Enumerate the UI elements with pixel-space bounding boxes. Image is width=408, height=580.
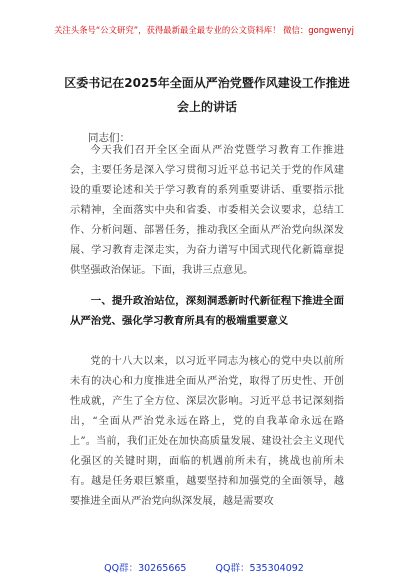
salutation: 同志们： <box>88 132 130 144</box>
footer-qq-group-1: QQ群：30265665 <box>104 563 187 574</box>
paragraph-section1: 党的十八大以来，以习近平同志为核心的党中央以前所未有的决心和力度推进全面从严治党，取得了历史性、开创性成就，产生了全方位、深层次影响。习近平总书记深刻指出，“全面从严治党永远在路上，党的自我革命永远在路上”。当前，我们正处在加快高质量发展、建设社会主义现代化强区的关键时期，面临的机遇前所未有，挑战也前所未有。越是任务艰巨繁重，越要坚持和加强党的全面领导，越要推进全面从严治党向纵深发展，越是需要攻 <box>70 356 344 507</box>
footer-qq-group-2: QQ群：535304092 <box>215 563 304 574</box>
header-promo: 关注头条号“公文研究”，获得最新最全最专业的公文资料库！ 微信：gongwenyj <box>54 25 354 35</box>
footer-contact <box>0 560 408 574</box>
section-heading-1: 一、提升政治站位，深刻洞悉新时代新征程下推进全面从严治党、强化学习教育所具有的极端重要意义 <box>70 295 344 327</box>
paragraph-intro: 今天我们召开全区全面从严治党暨学习教育工作推进会，主要任务是深入学习贯彻习近平总书记关于党的作风建设的重要论述和关于学习教育的系列重要讲话、重要指示批示精神，全面落实中央和省委、市委相关会议要求，总结工作、分析问题、部署任务，推动我区全面从严治党向纵深发展、学习教育走深走实，为奋力谱写中国式现代化新篇章提供坚强政治保证。下面，我讲三点意见。 <box>70 145 344 276</box>
document-title: 区委书记在2025年全面从严治党暨作风建设工作推进会上的讲话 <box>64 76 350 114</box>
